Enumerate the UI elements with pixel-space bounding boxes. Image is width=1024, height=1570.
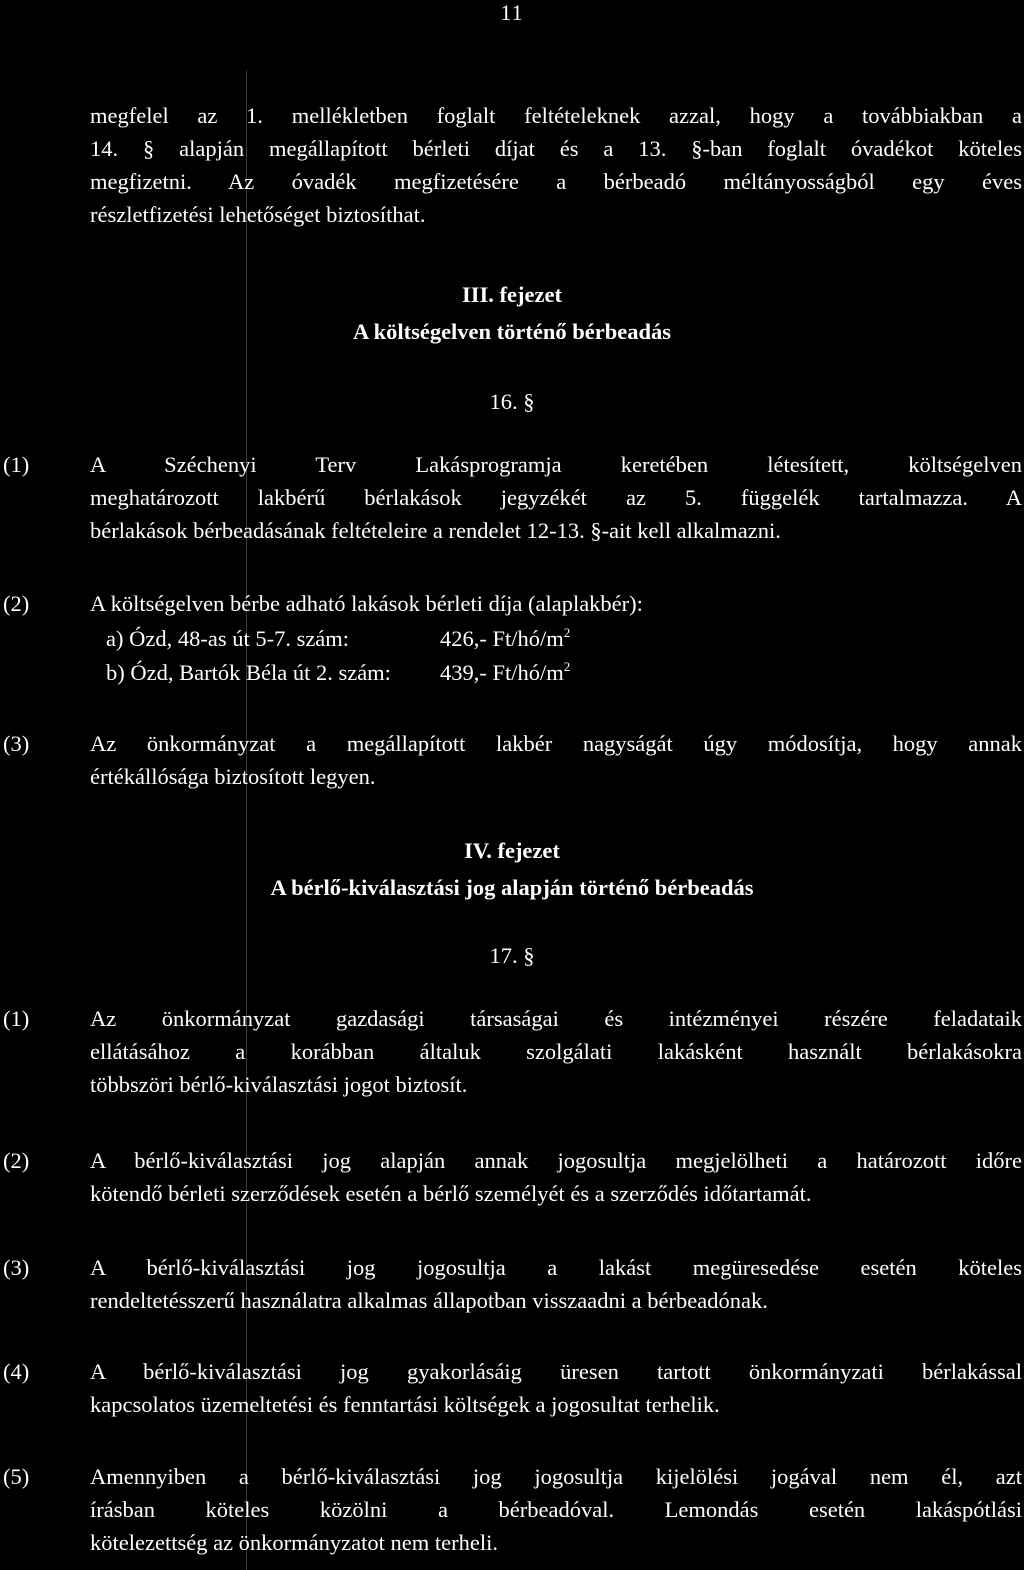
section-heading: 17. § bbox=[489, 943, 535, 968]
text-line: ellátásához a korábban általuk szolgálati lakásként használt bérlakásokra bbox=[90, 1039, 1022, 1064]
chapter-title: IV. fejezet bbox=[464, 838, 560, 863]
text-line: többszöri bérlő-kiválasztási jogot biztosít. bbox=[90, 1072, 468, 1097]
text-line: írásban köteles közölni a bérbeadóval. Lemondás esetén lakáspótlási bbox=[90, 1497, 1022, 1522]
intro-paragraph bbox=[90, 99, 1022, 231]
section-heading: 16. § bbox=[489, 389, 535, 414]
paragraph bbox=[90, 1355, 1022, 1421]
paragraph bbox=[90, 1144, 1022, 1210]
page-number: 11 bbox=[500, 0, 524, 25]
paragraph-number: (1) bbox=[3, 452, 30, 477]
paragraph bbox=[90, 1460, 1022, 1559]
text-line: rendeltetésszerű használatra alkalmas állapotban visszaadni a bérbeadónak. bbox=[90, 1288, 768, 1313]
text-line: kötendő bérleti szerződések esetén a bérlő személyét és a szerződés időtartamát. bbox=[90, 1181, 812, 1206]
text-line: kapcsolatos üzemeltetési és fenntartási költségek a jogosultat terhelik. bbox=[90, 1392, 720, 1417]
text-line: értékállósága biztosított legyen. bbox=[90, 764, 376, 789]
text-line: részletfizetési lehetőséget biztosíthat. bbox=[90, 202, 426, 227]
text-line: meghatározott lakbérű bérlakások jegyzékét az 5. függelék tartalmazza. A bbox=[90, 485, 1022, 510]
paragraph bbox=[90, 1002, 1022, 1101]
text-line: megfizetni. Az óvadék megfizetésére a bérbeadó méltányosságból egy éves bbox=[90, 169, 1022, 194]
text-line: A bérlő-kiválasztási jog alapján annak jogosultja megjelölheti a határozott időre bbox=[90, 1148, 1022, 1173]
text-line: kötelezettség az önkormányzatot nem terheli. bbox=[90, 1530, 498, 1555]
paragraph bbox=[90, 1251, 1022, 1317]
paragraph bbox=[90, 727, 1022, 793]
rent-row-value: 426,- $Ft/hó/m^2$ bbox=[440, 625, 571, 651]
paragraph bbox=[90, 448, 1022, 547]
text-line: A Széchenyi Terv Lakásprogramja keretében létesített, költségelven bbox=[90, 452, 1022, 477]
text-line: Amennyiben a bérlő-kiválasztási jog jogosultja kijelölési jogával nem él, azt bbox=[90, 1464, 1022, 1489]
rent-row-value: 439,- $Ft/hó/m^2$ bbox=[440, 659, 571, 685]
paragraph-number: (4) bbox=[3, 1359, 30, 1384]
paragraph bbox=[90, 587, 1022, 620]
text-line: bérlakások bérbeadásának feltételeire a rendelet 12-13. §-ait kell alkalmazni. bbox=[90, 518, 781, 543]
chapter-title: III. fejezet bbox=[462, 282, 562, 307]
paragraph-number: (1) bbox=[3, 1006, 30, 1031]
paragraph-number: (3) bbox=[3, 731, 30, 756]
paragraph-number: (3) bbox=[3, 1255, 30, 1280]
paragraph-number: (2) bbox=[3, 1148, 30, 1173]
chapter-subtitle: A költségelven történő bérbeadás bbox=[352, 319, 672, 344]
chapter-subtitle: A bérlő-kiválasztási jog alapján történő bérbeadás bbox=[270, 875, 754, 900]
text-line: Az önkormányzat a megállapított lakbér nagyságát úgy módosítja, hogy annak bbox=[90, 731, 1022, 756]
text-line: A költségelven bérbe adható lakások bérleti díja (alaplakbér): bbox=[90, 591, 643, 616]
text-line: megfelel az 1. mellékletben foglalt feltételeknek azzal, hogy a továbbiakban a bbox=[90, 103, 1022, 128]
text-line: A bérlő-kiválasztási jog jogosultja a lakást megüresedése esetén köteles bbox=[90, 1255, 1022, 1280]
paragraph-number: (5) bbox=[3, 1464, 30, 1489]
text-line: Az önkormányzat gazdasági társaságai és intézményei részére feladataik bbox=[90, 1006, 1022, 1031]
text-line: 14. § alapján megállapított bérleti díjat és a 13. §-ban foglalt óvadékot köteles bbox=[90, 136, 1022, 161]
text-line: A bérlő-kiválasztási jog gyakorlásáig üresen tartott önkormányzati bérlakással bbox=[90, 1359, 1022, 1384]
paragraph-number: (2) bbox=[3, 591, 30, 616]
rent-row-label: a) Ózd, 48-as út 5-7. szám: bbox=[106, 626, 350, 651]
rent-row-label: b) Ózd, Bartók Béla út 2. szám: bbox=[106, 660, 391, 685]
